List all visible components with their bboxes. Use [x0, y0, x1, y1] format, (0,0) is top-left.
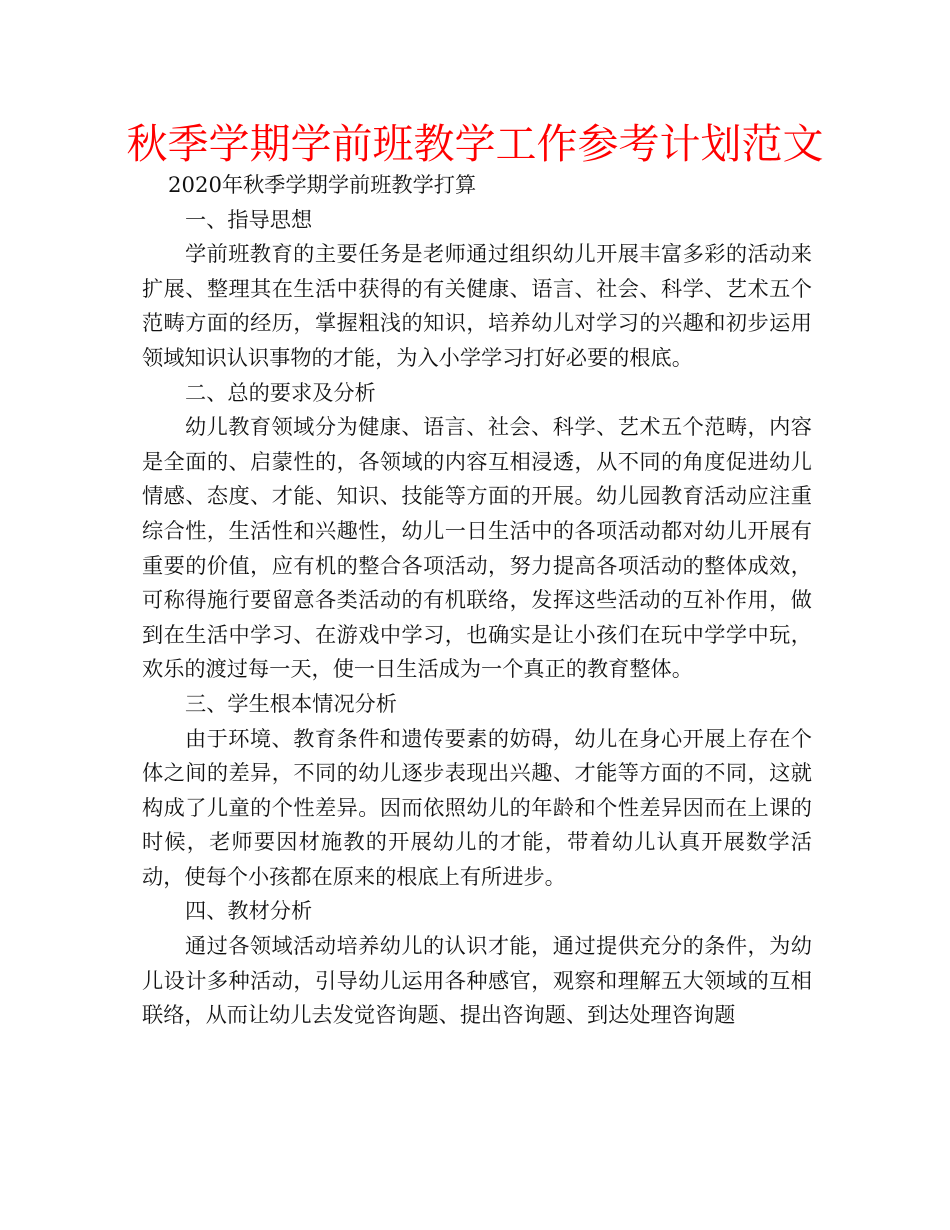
- section-heading-1: 一、指导思想: [185, 206, 313, 232]
- section-heading-3: 三、学生根本情况分析: [185, 690, 397, 716]
- section-heading-2: 二、总的要求及分析: [185, 379, 376, 405]
- document-subtitle: 2020年秋季学期学前班教学打算: [168, 172, 477, 197]
- document-title: 秋季学期学前班教学工作参考计划范文: [126, 120, 824, 168]
- document-body: [142, 168, 812, 1033]
- section-paragraph-4: 通过各领域活动培养幼儿的认识才能，通过提供充分的条件，为幼儿设计多种活动，引导幼儿运用各种感官，观察和理解五大领域的互相联络，从而让幼儿去发觉咨询题、提出咨询题、到达处理咨询题: [142, 933, 812, 1028]
- section-paragraph-3: 由于环境、教育条件和遗传要素的妨碍，幼儿在身心开展上存在个体之间的差异，不同的幼儿逐步表现出兴趣、才能等方面的不同，这就构成了儿童的个性差异。因而依照幼儿的年龄和个性差异因而在上课的时候，老师要因材施教的开展幼儿的才能，带着幼儿认真开展数学活动，使每个小孩都在原来的根底上有所进步。: [142, 725, 812, 889]
- section-paragraph-2: 幼儿教育领域分为健康、语言、社会、科学、艺术五个范畴，内容是全面的、启蒙性的，各领域的内容互相浸透，从不同的角度促进幼儿情感、态度、才能、知识、技能等方面的开展。幼儿园教育活动应注重综合性，生活性和兴趣性，幼儿一日生活中的各项活动都对幼儿开展有重要的价值，应有机的整合各项活动，努力提高各项活动的整体成效，可称得施行要留意各类活动的有机联络，发挥这些活动的互补作用，做到在生活中学习、在游戏中学习，也确实是让小孩们在玩中学学中玩，欢乐的渡过每一天，使一日生活成为一个真正的教育整体。: [142, 414, 812, 682]
- section-heading-4: 四、教材分析: [185, 898, 313, 924]
- section-paragraph-1: 学前班教育的主要任务是老师通过组织幼儿开展丰富多彩的活动来扩展、整理其在生活中获得的有关健康、语言、社会、科学、艺术五个范畴方面的经历，掌握粗浅的知识，培养幼儿对学习的兴趣和初步运用领域知识认识事物的才能，为入小学学习打好必要的根底。: [142, 241, 812, 370]
